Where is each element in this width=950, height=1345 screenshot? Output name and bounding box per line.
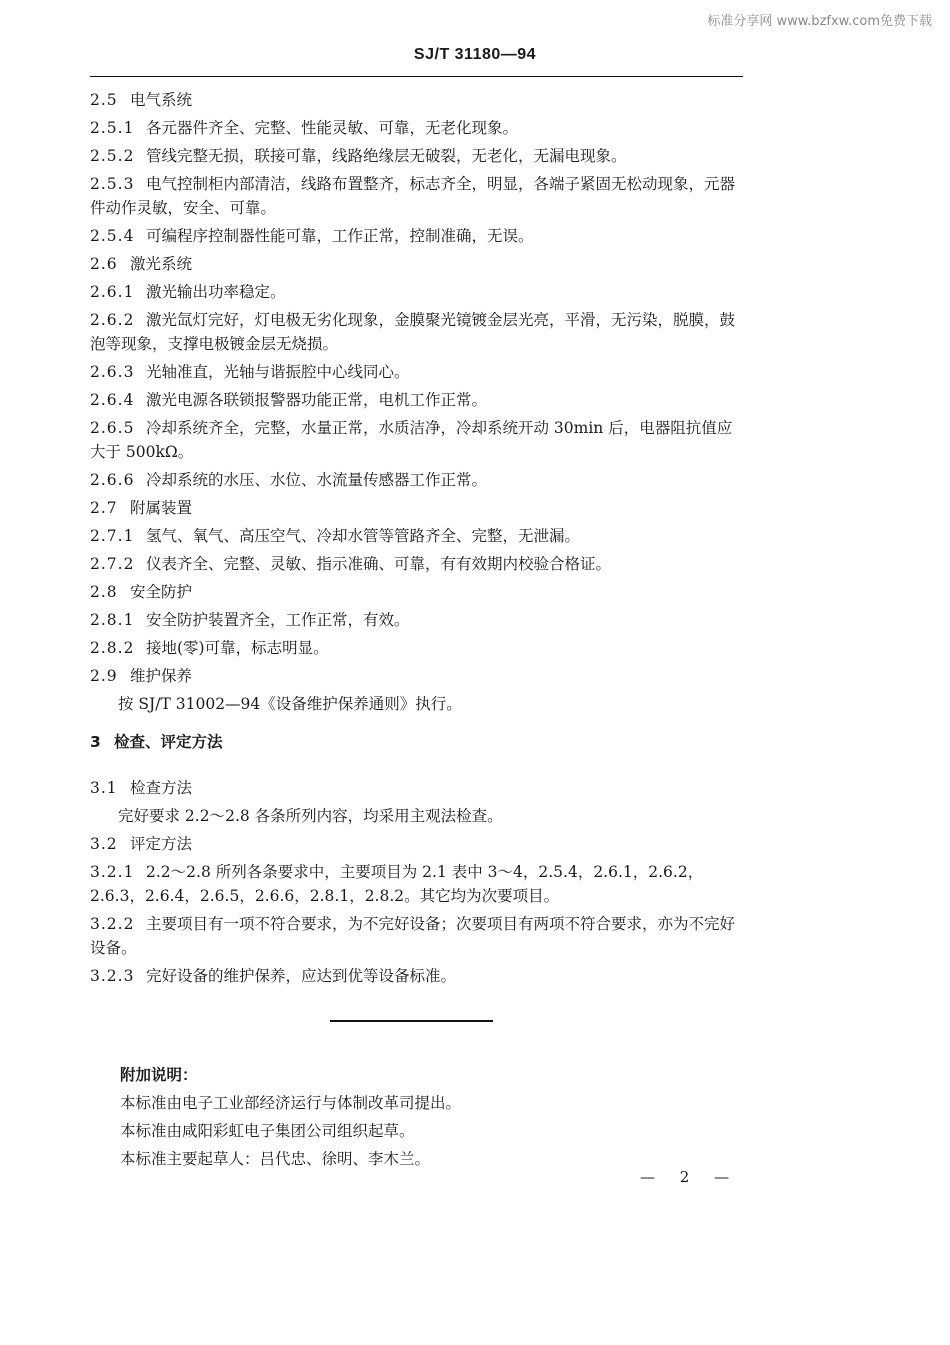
clause-text: 检查方法 [130,779,193,797]
section-3-heading [90,730,745,754]
clause [90,308,745,356]
page-number: — 2 — [640,1168,740,1186]
header-rule [90,76,743,77]
page-header: SJ/T 31180—94 [413,46,537,63]
section-3-2-items [90,832,745,988]
clause-number: 2.5.3 [90,175,135,193]
clause [90,144,745,168]
clause [90,552,745,576]
clause-text: 激光系统 [130,255,193,273]
watermark: 标准分享网 www.bzfxw.com免费下载 [707,14,932,29]
clause [90,388,745,412]
clause-text: 维护保养 [130,667,193,685]
clause-text: 仪表齐全、完整、灵敏、指示准确、可靠，有有效期内校验合格证。 [146,555,612,573]
clause [90,416,745,464]
clause [90,116,745,140]
clause-number: 2.8 [90,583,118,601]
clause-number: 2.6.2 [90,311,135,329]
clause-text: 管线完整无损，联接可靠，线路绝缘层无破裂，无老化，无漏电现象。 [146,147,627,165]
clause-text: 氢气、氧气、高压空气、冷却水管等管路齐全、完整，无泄漏。 [146,527,581,545]
clause [90,280,745,304]
clause-text: 激光输出功率稳定。 [146,283,286,301]
notes-lines [120,1090,720,1172]
clause [90,524,745,548]
clause [90,252,745,276]
clause-number: 2.6.5 [90,419,135,437]
clause-text: 主要项目有一项不符合要求，为不完好设备；次要项目有两项不符合要求，亦为不完好设备。 [90,915,736,957]
clause [90,776,745,800]
item-3-1-body: 完好要求 2.2～2.8 各条所列内容，均采用主观法检查。 [118,807,503,825]
clause-number: 2.8.2 [90,639,135,657]
clause-text: 冷却系统齐全，完整，水量正常，水质洁净，冷却系统开动 30min 后，电器阻抗值应大于 500kΩ。 [90,419,733,461]
clause-number: 2.6.6 [90,471,135,489]
clause [90,608,745,632]
section-3-1-items [90,776,745,800]
clause-text: 安全防护装置齐全，工作正常，有效。 [146,611,410,629]
clause-text: 安全防护 [130,583,193,601]
note-line: 本标准由电子工业部经济运行与体制改革司提出。 [120,1094,462,1112]
clause [90,496,745,520]
clause-number: 2.6 [90,255,118,273]
clause-text: 接地(零)可靠，标志明显。 [146,639,329,657]
section-2-items [90,88,745,688]
clause [90,636,745,660]
clause-number: 2.6.4 [90,391,135,409]
clause [90,964,745,988]
clause-text: 电气系统 [130,91,193,109]
clause-text: 各元器件齐全、完整、性能灵敏、可靠，无老化现象。 [146,119,519,137]
clause [90,664,745,688]
clause [90,832,745,856]
clause [90,468,745,492]
clause [90,172,745,220]
clause [90,360,745,384]
clause-text: 电气控制柜内部清洁，线路布置整齐，标志齐全，明显，各端子紧固无松动现象，元器件动作灵敏，安全、可靠。 [90,175,736,217]
clause [90,912,745,960]
clause-number: 2.9 [90,667,118,685]
document-body [90,88,745,992]
clause-text: 评定方法 [130,835,193,853]
clause-text: 可编程序控制器性能可靠，工作正常，控制准确，无误。 [146,227,534,245]
clause-text: 冷却系统的水压、水位、水流量传感器工作正常。 [146,471,488,489]
clause-text: 2.2～2.8 所列各条要求中，主要项目为 2.1 表中 3～4，2.5.4，2.6.1，2.6.2，2.6.3，2.6.4，2.6.5，2.6.6，2.8.1，2.8.2。其它均为次要项目。 [90,863,704,905]
clause [90,860,745,908]
clause-text: 激光氙灯完好，灯电极无劣化现象，金膜聚光镜镀金层光亮，平滑，无污染，脱膜，鼓泡等现象，支撑电极镀金层无烧损。 [90,311,736,353]
clause-text: 光轴准直，光轴与谐振腔中心线同心。 [146,363,410,381]
clause-number: 2.7.2 [90,555,135,573]
end-rule [330,1020,493,1022]
clause-number: 2.5.4 [90,227,135,245]
clause-number: 3.1 [90,779,118,797]
clause-text: 完好设备的维护保养，应达到优等设备标准。 [146,967,457,985]
note-line: 本标准主要起草人：吕代忠、徐明、李木兰。 [120,1150,431,1168]
clause-number: 3.2.3 [90,967,135,985]
clause-number: 2.5 [90,91,118,109]
clause-number: 2.6.1 [90,283,135,301]
section-number: 3 [90,733,102,751]
clause-number: 2.6.3 [90,363,135,381]
additional-notes [120,1062,720,1174]
clause-number: 3.2.1 [90,863,135,881]
clause-number: 2.7 [90,499,118,517]
item-2-9-body: 按 SJ/T 31002—94《设备维护保养通则》执行。 [118,695,462,713]
section-title: 检查、评定方法 [114,733,223,751]
clause-number: 2.8.1 [90,611,135,629]
clause-text: 激光电源各联锁报警器功能正常，电机工作正常。 [146,391,488,409]
clause-text: 附属装置 [130,499,193,517]
clause [90,88,745,112]
clause [90,580,745,604]
clause [90,224,745,248]
notes-title: 附加说明： [120,1066,198,1084]
clause-number: 3.2 [90,835,118,853]
clause-number: 2.7.1 [90,527,135,545]
clause-number: 2.5.1 [90,119,135,137]
clause-number: 3.2.2 [90,915,135,933]
clause-number: 2.5.2 [90,147,135,165]
note-line: 本标准由咸阳彩虹电子集团公司组织起草。 [120,1122,415,1140]
